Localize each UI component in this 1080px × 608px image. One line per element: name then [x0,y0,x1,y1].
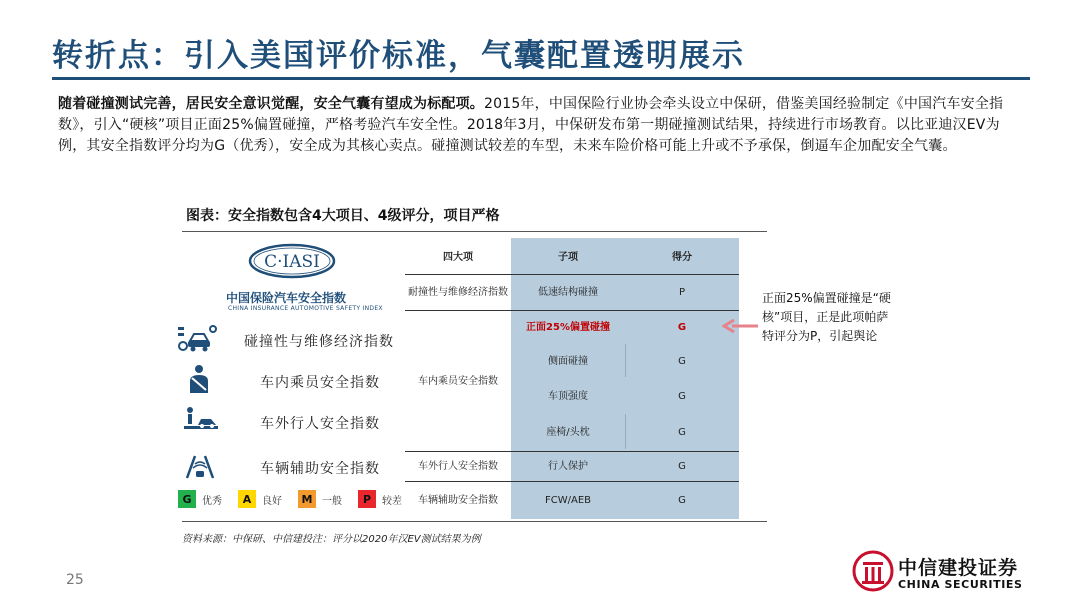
legend-swatch-g: G [178,490,196,508]
seated-occupant-icon [186,364,212,394]
category-occupant: 车内乘员安全指数 [260,375,380,391]
ciasi-logo-icon [248,243,336,279]
pedestrian-car-icon [184,406,218,432]
category-collision-repair: 碰撞性与维修经济指数 [244,334,394,350]
score-seat-headrest: G [678,427,686,438]
left-arrow-icon [722,318,758,334]
legend-label-m: 一般 [322,495,342,507]
legend-swatch-a: A [238,490,256,508]
header-subitem: 子项 [558,251,578,263]
brand-name-en: CHINA SECURITIES [898,578,1023,591]
intro-lead: 随着碰撞测试完善，居民安全意识觉醒，安全气囊有望成为标配项。 [58,96,484,112]
legend-item-g [178,490,222,508]
brand-name-cn: 中信建投证券 [898,557,1019,579]
legend-item-a [238,490,282,508]
logo-mark: C·IASI [264,252,320,272]
score-side-impact: G [678,356,686,367]
group-crash-repair: 耐撞性与维修经济指数 [408,286,508,298]
score-low-speed: P [678,286,686,298]
score-pedestrian: G [678,460,686,472]
driver-assist-icon [183,452,217,480]
intro-paragraph [58,94,1028,157]
source-note: 资料来源：中保研、中信建投注：评分以2020年汉EV测试结果为例 [182,534,481,545]
annotation-note: 正面25%偏置碰撞是“硬核”项目，正是此项帕萨特评分为P，引起舆论 [762,291,891,343]
group-pedestrian: 车外行人安全指数 [418,460,498,472]
page-number: 25 [66,572,84,588]
legend-item-p [358,490,402,508]
score-small-overlap: G [677,321,687,333]
category-pedestrian: 车外行人安全指数 [260,416,380,432]
page-title: 转折点：引入美国评价标准，气囊配置透明展示 [52,38,745,74]
logo-name: 中国保险汽车安全指数 [226,291,347,305]
subitem-seat-headrest: 座椅/头枕 [546,427,590,438]
group-driver-assist: 车辆辅助安全指数 [418,494,498,506]
subitem-roof-strength: 车顶强度 [548,391,588,402]
subitem-low-speed: 低速结构碰撞 [538,286,598,298]
subitem-pedestrian: 行人保护 [548,460,588,472]
car-crash-repair-icon [176,323,220,355]
figure-title: 图表：安全指数包含4大项目、4级评分，项目严格 [186,208,500,224]
subitem-small-overlap: 正面25%偏置碰撞 [526,321,610,333]
subitem-fcw-aeb: FCW/AEB [544,494,591,506]
legend-item-m [298,490,342,508]
title-divider [52,77,1030,80]
legend-label-g: 优秀 [202,495,222,507]
logo-subtitle: CHINA INSURANCE AUTOMOTIVE SAFETY INDEX [228,305,383,312]
legend-swatch-m: M [298,490,316,508]
figure-top-rule [182,231,767,232]
legend-swatch-p: P [358,490,376,508]
intro-body: 2015年，中国保险行业协会牵头设立中保研，借鉴美国经验制定《中国汽车安全指数》，引入“硬核”项目正面25%偏置碰撞，严格考验汽车安全性。2018年3月，中保研发布第一期碰撞测试结果，持续进行市场教育。以比亚迪汉EV为例，其安全指数评分均为G（优秀），安全成为其核心卖点。碰撞测试较差的车型，未来车险价格可能上升或不予承保，倒逼车企加配安全气囊。 [58,96,1004,154]
legend-label-p: 较差 [382,495,402,507]
legend-label-a: 良好 [262,495,282,507]
category-driver-assist: 车辆辅助安全指数 [260,461,380,477]
subitem-side-impact: 侧面碰撞 [548,356,588,367]
brand-logo-icon [852,550,894,592]
header-category: 四大项 [443,251,473,263]
score-roof-strength: G [678,391,686,402]
table-rule [625,344,626,377]
group-occupant: 车内乘员安全指数 [418,376,498,387]
figure-bottom-rule [182,521,767,522]
header-score: 得分 [672,251,692,263]
table-rule [625,414,626,449]
score-fcw-aeb: G [678,494,686,506]
